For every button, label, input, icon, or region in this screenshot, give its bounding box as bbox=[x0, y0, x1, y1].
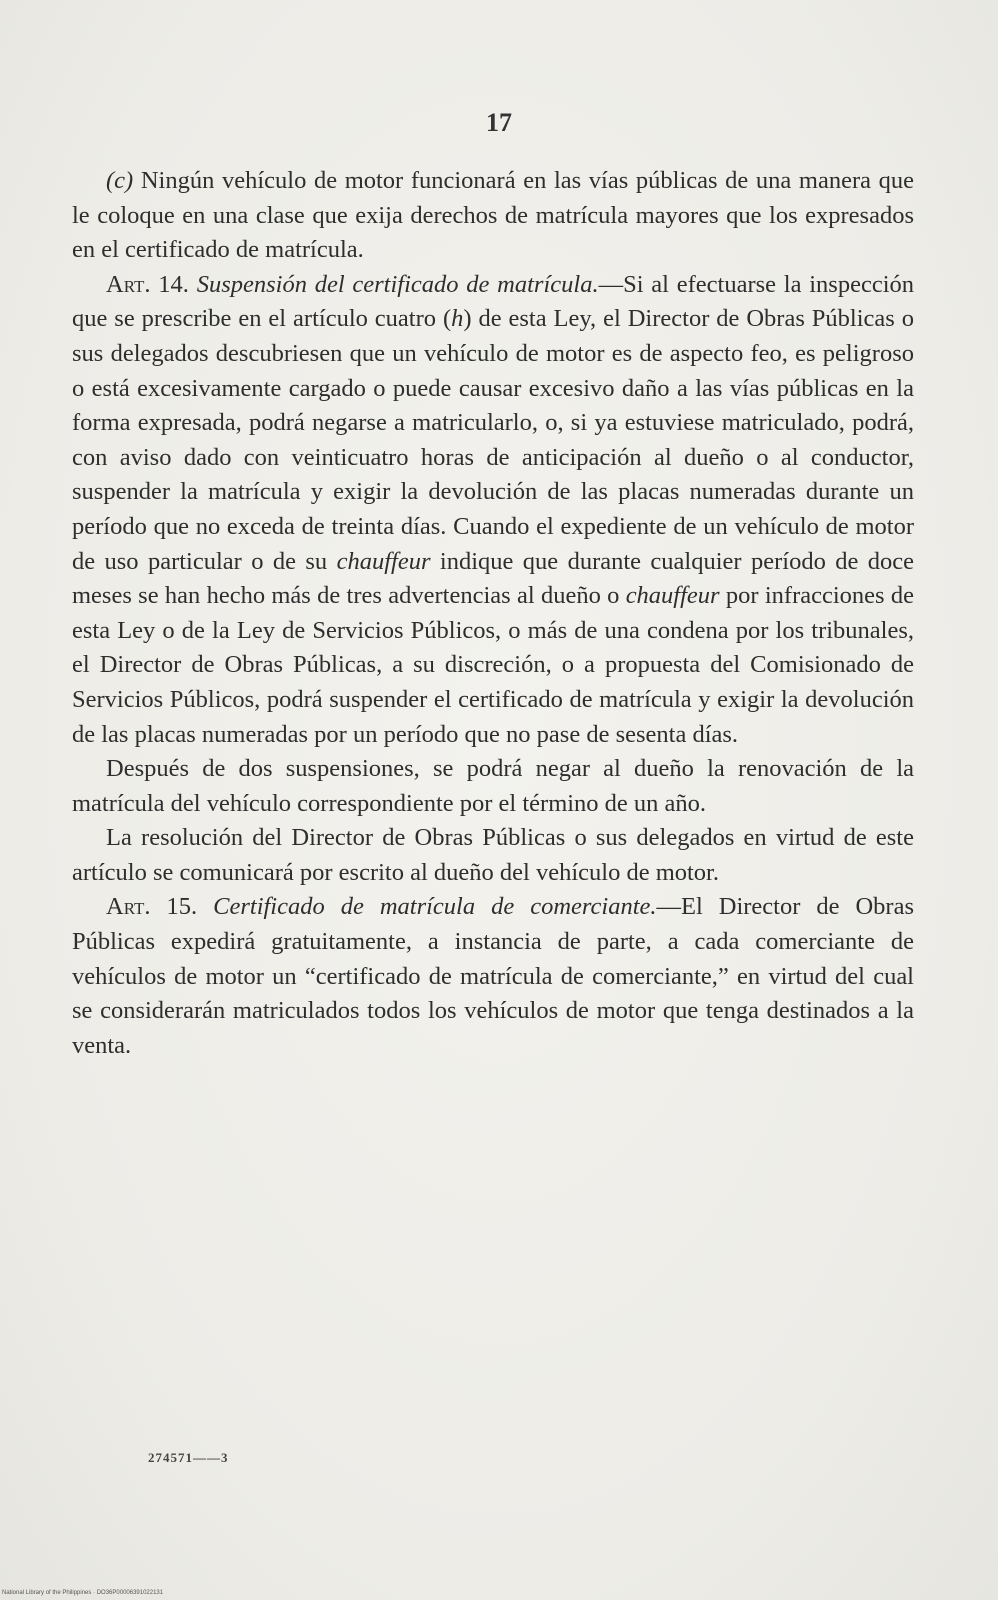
printer-signature-mark: 274571——3 bbox=[148, 1450, 229, 1465]
article-14-clause-h: h bbox=[451, 305, 464, 333]
article-14-text-1: —Si al efectuarse la inspección que se prescribe en el artículo cuatro ( bbox=[72, 270, 914, 333]
article-14 bbox=[72, 268, 914, 752]
library-imprint: National Library of the Philippines · DO36P00006391022131 bbox=[2, 1590, 164, 1596]
article-14-heading: Suspensión del certificado de matrícula. bbox=[196, 270, 599, 298]
article-14-text-4: por infracciones de esta Ley o de la Ley de Servicios Públicos, o más de una condena por los tribunales, el Director de Obras Públicas, a su discreción, o a propuesta del Comisionado de Servicios Públicos, podrá suspender el certificado de matrícula y exigir la devolución de las placas numeradas por un período que no pase de sesenta días. bbox=[72, 582, 914, 748]
article-14-text-3: indique que durante cualquier período de doce meses se han hecho más de tres advertencias al dueño o bbox=[72, 547, 914, 610]
paragraph-c bbox=[72, 164, 914, 268]
article-14-chauffeur-1: chauffeur bbox=[336, 547, 431, 575]
clause-letter: (c) bbox=[106, 167, 134, 194]
article-15-heading: Certificado de matrícula de comerciante. bbox=[213, 893, 657, 921]
body-text bbox=[72, 164, 914, 1063]
paragraph-suspensions: Después de dos suspensiones, se podrá negar al dueño la renovación de la matrícula del vehículo correspondiente por el término de un año. bbox=[72, 755, 914, 817]
article-14-label: Art. 14. bbox=[106, 270, 189, 298]
article-15-label: Art. 15. bbox=[106, 893, 198, 921]
article-14-chauffeur-2: chauffeur bbox=[625, 582, 720, 610]
page-number: 17 bbox=[486, 108, 512, 137]
paragraph-c-text: Ningún vehículo de motor funcionará en las vías públicas de una manera que le coloque en una clase que exija derechos de matrícula mayores que los expresados en el certificado de matrícula. bbox=[72, 167, 914, 264]
article-15 bbox=[72, 890, 914, 1063]
article-14-text-2: ) de esta Ley, el Director de Obras Públicas o sus delegados descubriesen que un vehículo de motor es de aspecto feo, es peligroso o está excesivamente cargado o puede causar excesivo daño a las vías públicas en la forma expresada, podrá negarse a matricularlo, o, si ya estuviese matriculado, podrá, con aviso dado con veinticuatro horas de anticipación al dueño o al conductor, suspender la matrícula y exigir la devolución de las placas numeradas durante un período que no exceda de treinta días. Cuando el expediente de un vehículo de motor de uso particular o de su bbox=[72, 305, 914, 575]
article-15-text: —El Director de Obras Públicas expedirá gratuitamente, a instancia de parte, a cada comerciante de vehículos de motor un “certificado de matrícula de comerciante,” en virtud del cual se considerarán matriculados todos los vehículos de motor que tenga destinados a la venta. bbox=[72, 893, 915, 1059]
paragraph-resolution: La resolución del Director de Obras Públicas o sus delegados en virtud de este artículo se comunicará por escrito al dueño del vehículo de motor. bbox=[72, 824, 914, 886]
